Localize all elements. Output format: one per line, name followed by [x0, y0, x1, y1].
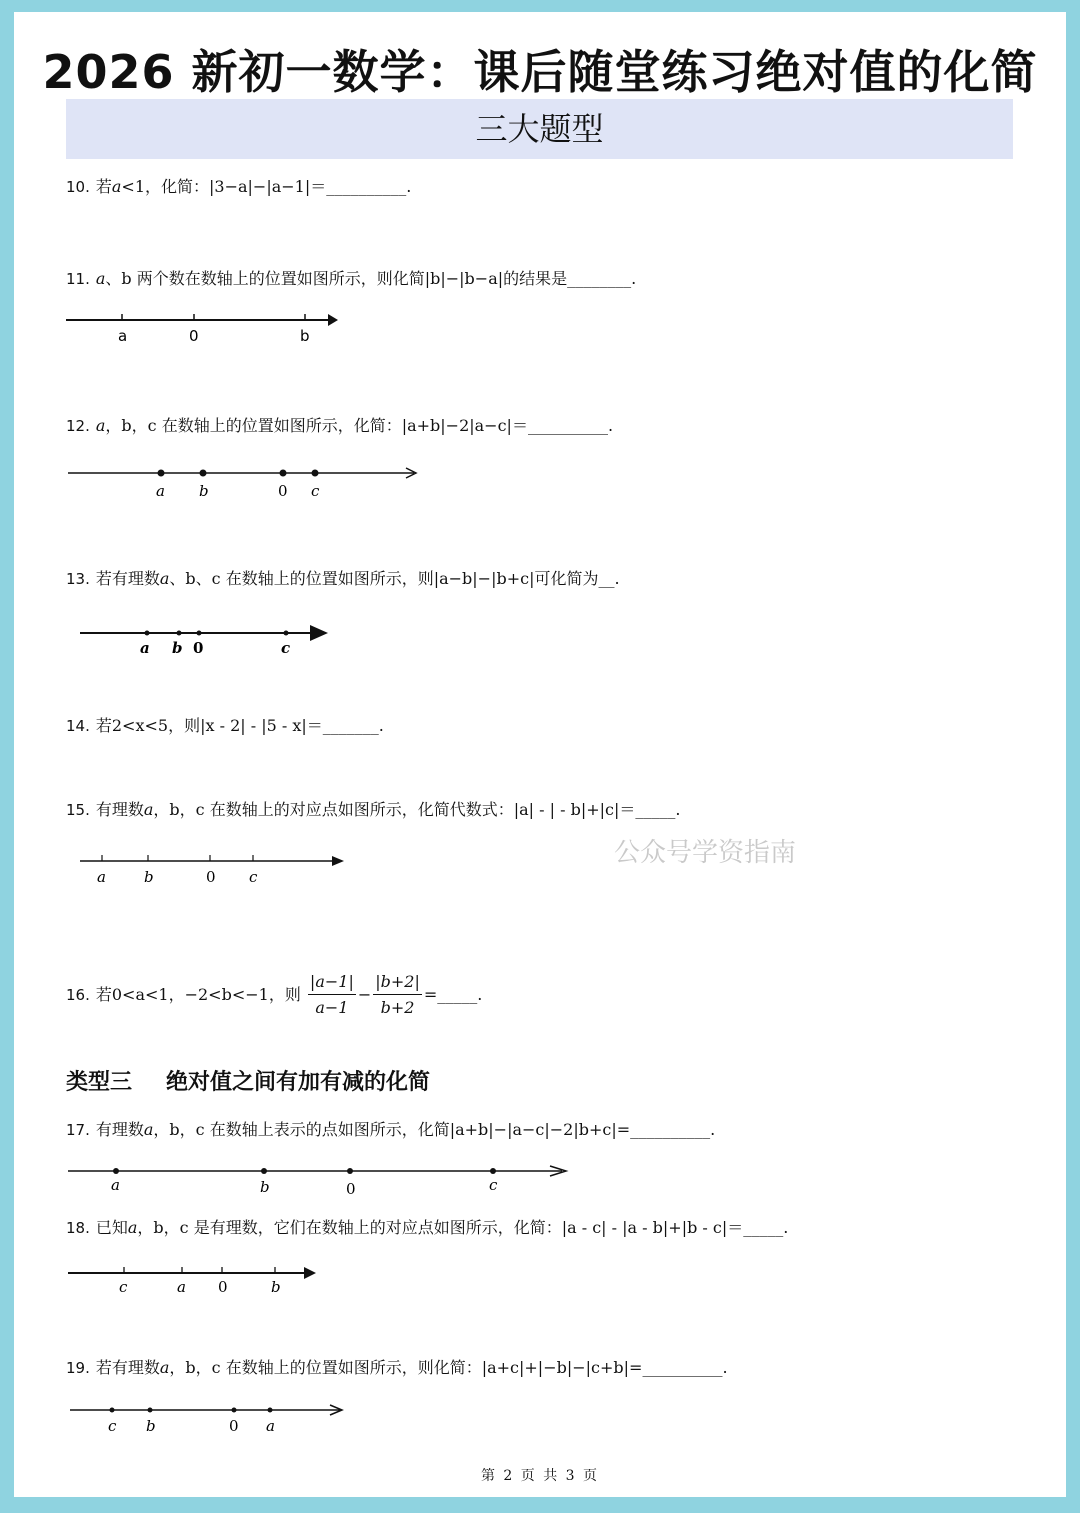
question-text: 0<a<1，−2<b<−1，则: [111, 985, 301, 1004]
fraction-1: [308, 970, 356, 1021]
number-line-q17: [68, 1162, 588, 1202]
page-title: 2026 新初一数学：课后随堂练习绝对值的化简: [42, 45, 1038, 99]
question-11: [66, 265, 636, 293]
question-17: [66, 1116, 715, 1144]
question-text: 2<x<5，则|x - 2| - |5 - x|＝_______.: [111, 716, 384, 735]
label-b: b: [199, 482, 209, 500]
label-a: a: [118, 327, 128, 345]
fraction-numerator: |a−1|: [308, 970, 356, 995]
question-variable: a: [127, 1218, 138, 1237]
question-15: [66, 796, 680, 824]
question-12: [66, 412, 613, 440]
label-c: c: [281, 639, 291, 657]
label-0: 0: [193, 639, 204, 657]
label-a: a: [266, 1417, 275, 1435]
question-prefix: 若: [95, 985, 112, 1004]
page-footer: 第 2 页 共 3 页: [480, 1468, 600, 1484]
question-prefix: 若有理数: [95, 1358, 160, 1377]
label-c: c: [489, 1176, 498, 1194]
question-10: [66, 173, 411, 201]
question-text: 、b、c 在数轴上的位置如图所示，则|a−b|−|b+c|可化简为__.: [169, 569, 620, 588]
label-a: a: [97, 868, 106, 886]
number-line-q15: [80, 852, 360, 892]
fraction-numerator: |b+2|: [373, 970, 422, 995]
question-number: 15.: [66, 801, 90, 819]
label-c: c: [249, 868, 258, 886]
watermark-text: 公众号学资指南: [614, 838, 797, 868]
label-c: c: [311, 482, 320, 500]
question-number: 19.: [66, 1359, 90, 1377]
label-a: a: [156, 482, 165, 500]
label-a: a: [177, 1278, 186, 1296]
question-text: 、b 两个数在数轴上的位置如图所示，则化简|b|−|b−a|的结果是________.: [105, 269, 637, 288]
question-number: 10.: [66, 178, 90, 196]
section-label: 类型三: [66, 1070, 133, 1095]
label-0: 0: [278, 482, 288, 500]
banner-text: 三大题型: [475, 110, 604, 148]
section-title: [66, 1065, 430, 1096]
number-line-q18: [68, 1264, 338, 1304]
question-text: ，b，c 在数轴上的位置如图所示，则化简：|a+c|+|−b|−|c+b|=__________.: [169, 1358, 728, 1377]
label-b: b: [146, 1417, 156, 1435]
label-b: b: [172, 639, 183, 657]
question-prefix: 若: [95, 177, 112, 196]
label-0: 0: [189, 327, 199, 345]
question-prefix: 有理数: [95, 800, 144, 819]
question-text: <1，化简：|3−a|−|a−1|＝__________.: [121, 177, 412, 196]
question-number: 17.: [66, 1121, 90, 1139]
fraction-denominator: a−1: [315, 998, 349, 1017]
question-14: [66, 712, 384, 740]
label-0: 0: [229, 1417, 239, 1435]
label-b: b: [144, 868, 154, 886]
section-banner: [66, 99, 1013, 159]
number-line-q11: [66, 310, 346, 350]
question-variable: a: [159, 1358, 170, 1377]
label-a: a: [111, 1176, 120, 1194]
number-line-q19: [70, 1401, 360, 1441]
fraction-denominator: b+2: [380, 998, 415, 1017]
question-19: [66, 1354, 728, 1382]
question-18: [66, 1214, 788, 1242]
label-c: c: [108, 1417, 117, 1435]
answer-blank: =_____.: [423, 985, 483, 1004]
question-text: ，b，c 在数轴上的对应点如图所示，化简代数式：|a| - | - b|+|c|＝_____.: [153, 800, 681, 819]
worksheet-page: [14, 12, 1066, 1497]
question-number: 11.: [66, 270, 90, 288]
question-number: 16.: [66, 986, 90, 1004]
question-text: ，b，c 在数轴上的位置如图所示，化简：|a+b|−2|a−c|＝__________.: [105, 416, 614, 435]
number-line-q12: [68, 464, 428, 504]
minus-sign: −: [357, 985, 372, 1004]
question-number: 13.: [66, 570, 90, 588]
question-text: ，b，c 是有理数，它们在数轴上的对应点如图所示，化简：|a - c| - |a - b|+|b - c|＝_____.: [137, 1218, 789, 1237]
label-c: c: [119, 1278, 128, 1296]
question-variable: a: [95, 416, 106, 435]
question-prefix: 若: [95, 716, 112, 735]
label-0: 0: [346, 1180, 356, 1198]
label-b: b: [300, 327, 310, 345]
label-a: a: [140, 639, 150, 657]
question-13: [66, 565, 620, 593]
question-variable: a: [95, 269, 106, 288]
question-number: 12.: [66, 417, 90, 435]
question-variable: a: [111, 177, 122, 196]
label-b: b: [260, 1178, 270, 1196]
question-prefix: 若有理数: [95, 569, 160, 588]
number-line-q13: [80, 623, 340, 663]
fraction-2: [373, 970, 422, 1021]
question-variable: a: [159, 569, 170, 588]
label-b: b: [271, 1278, 281, 1296]
question-16: [66, 967, 482, 1023]
question-prefix: 已知: [95, 1218, 128, 1237]
label-0: 0: [206, 868, 216, 886]
section-text: 绝对值之间有加有减的化简: [166, 1070, 431, 1095]
question-number: 14.: [66, 717, 90, 735]
question-prefix: 有理数: [95, 1120, 144, 1139]
question-number: 18.: [66, 1219, 90, 1237]
label-0: 0: [218, 1278, 228, 1296]
question-text: ，b，c 在数轴上表示的点如图所示，化简|a+b|−|a−c|−2|b+c|=__________.: [153, 1120, 716, 1139]
question-variable: a: [143, 800, 154, 819]
question-variable: a: [143, 1120, 154, 1139]
